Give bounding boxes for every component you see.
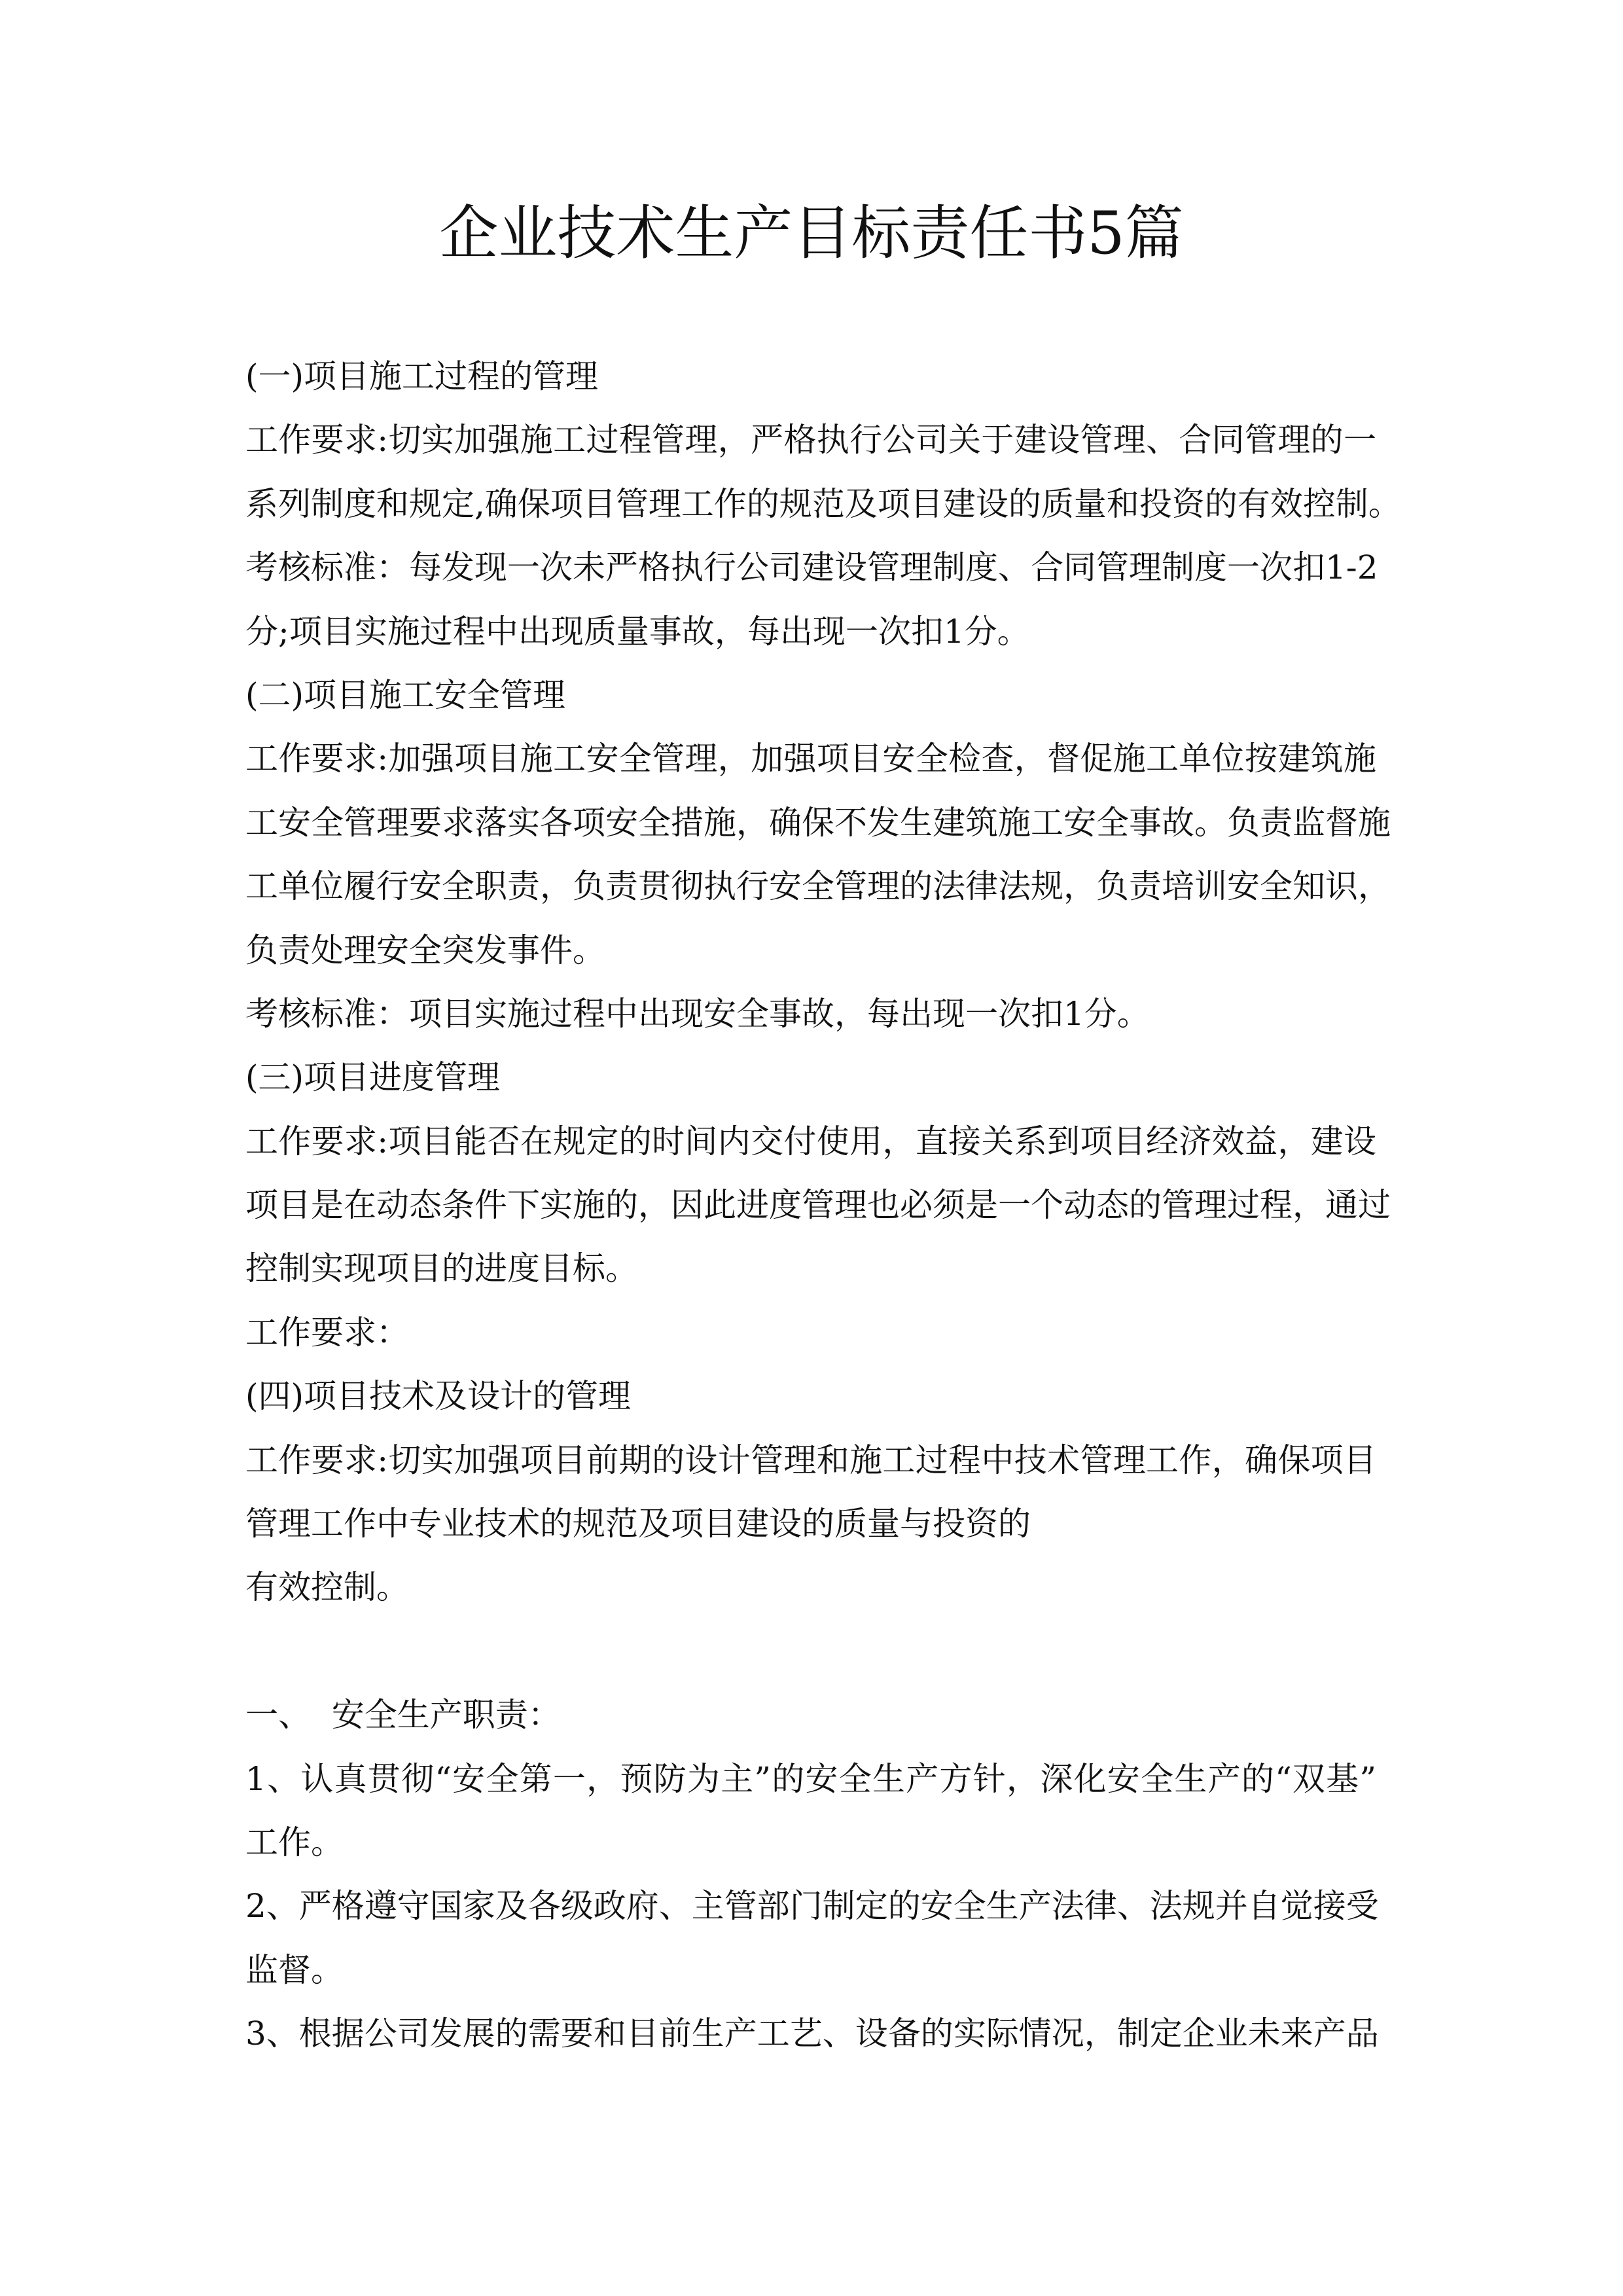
list-item: 3、根据公司发展的需要和目前生产工艺、设备的实际情况，制定企业未来产品 bbox=[245, 2015, 1379, 2053]
paragraph-line: 分;项目实施过程中出现质量事故，每出现一次扣1分。 bbox=[245, 612, 1030, 651]
paragraph-line: 工作要求： bbox=[245, 1313, 409, 1352]
list-item: 2、严格遵守国家及各级政府、主管部门制定的安全生产法律、法规并自觉接受 bbox=[245, 1887, 1379, 1926]
document-body bbox=[245, 345, 1401, 2066]
blank-line bbox=[245, 1620, 1376, 1683]
section-heading: (四)项目技术及设计的管理 bbox=[245, 1377, 632, 1416]
paragraph-line: 考核标准：项目实施过程中出现安全事故，每出现一次扣1分。 bbox=[245, 994, 1150, 1033]
list-item-continuation: 监督。 bbox=[245, 1950, 344, 1989]
paragraph-line: 工作要求:项目能否在规定的时间内交付使用，直接关系到项目经济效益，建设 bbox=[245, 1122, 1376, 1160]
paragraph-line: 工作要求:切实加强项目前期的设计管理和施工过程中技术管理工作，确保项目 bbox=[245, 1441, 1376, 1479]
section-heading: (一)项目施工过程的管理 bbox=[245, 357, 599, 395]
paragraph-line: 工作要求:加强项目施工安全管理，加强项目安全检查，督促施工单位按建筑施 bbox=[245, 740, 1376, 778]
paragraph-line: 考核标准：每发现一次未严格执行公司建设管理制度、合同管理制度一次扣1-2 bbox=[245, 548, 1378, 587]
paragraph-line: 系列制度和规定,确保项目管理工作的规范及项目建设的质量和投资的有效控制。 bbox=[245, 484, 1401, 523]
paragraph-line: 控制实现项目的进度目标。 bbox=[245, 1249, 638, 1288]
section-heading: 一、 安全生产职责： bbox=[245, 1696, 561, 1734]
paragraph-line: 管理工作中专业技术的规范及项目建设的质量与投资的 bbox=[245, 1505, 1031, 1543]
paragraph-line: 有效控制。 bbox=[245, 1568, 409, 1607]
section-heading: (三)项目进度管理 bbox=[245, 1058, 501, 1097]
paragraph-line: 项目是在动态条件下实施的，因此进度管理也必须是一个动态的管理过程，通过 bbox=[245, 1186, 1391, 1225]
section-heading: (二)项目施工安全管理 bbox=[245, 675, 566, 714]
list-item-continuation: 工作。 bbox=[245, 1823, 344, 1861]
paragraph-line: 负责处理安全突发事件。 bbox=[245, 931, 605, 969]
list-item: 1、认真贯彻“安全第一，预防为主”的安全生产方针，深化安全生产的“双基” bbox=[245, 1759, 1376, 1798]
paragraph-line: 工单位履行安全职责，负责贯彻执行安全管理的法律法规，负责培训安全知识， bbox=[245, 867, 1391, 906]
paragraph-line: 工作要求:切实加强施工过程管理，严格执行公司关于建设管理、合同管理的一 bbox=[245, 421, 1376, 459]
paragraph-line: 工安全管理要求落实各项安全措施，确保不发生建筑施工安全事故。负责监督施 bbox=[245, 803, 1391, 842]
document-title: 企业技术生产目标责任书5篇 bbox=[439, 199, 1184, 268]
